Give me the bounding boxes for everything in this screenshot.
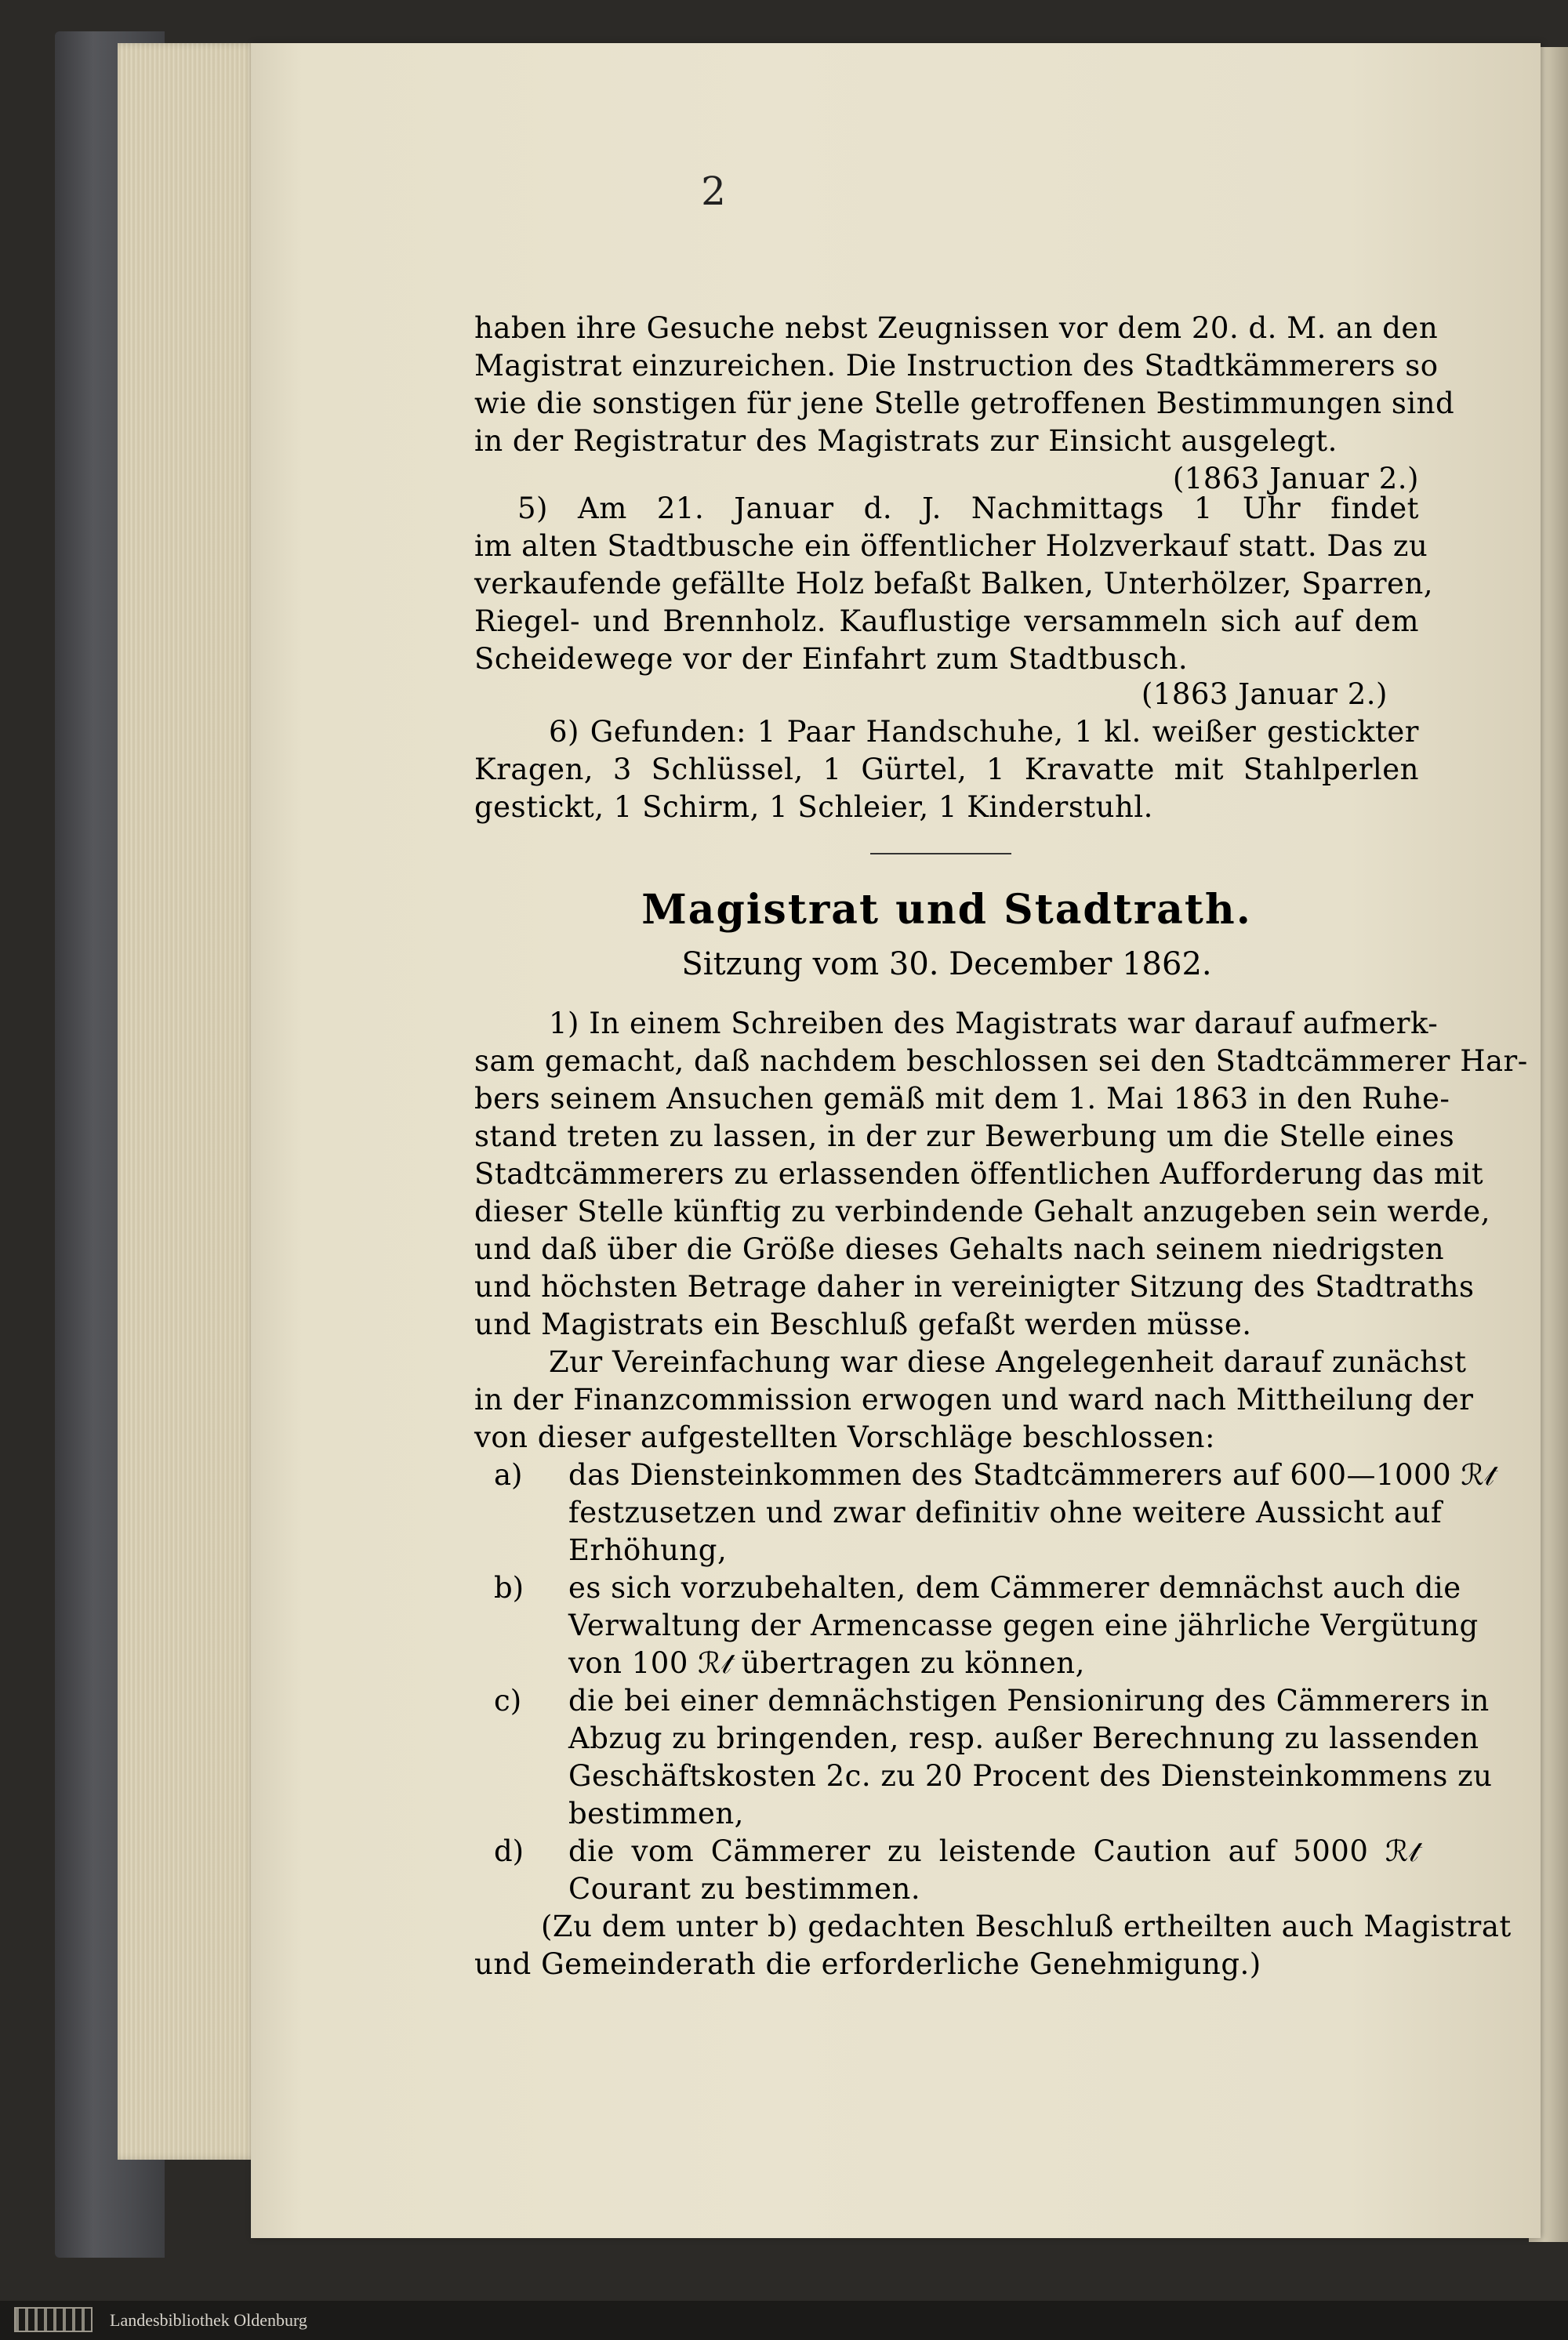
text-line: im alten Stadtbusche ein öffentlicher Holzverkauf statt. Das zu [474, 529, 1428, 563]
library-name: Landesbibliothek Oldenburg [110, 2310, 307, 2330]
text-line: Riegel- und Brennholz. Kauflustige versammeln sich auf dem [474, 604, 1419, 638]
list-item-line: bestimmen, [568, 1797, 744, 1830]
text-line: und Magistrats ein Beschluß gefaßt werden müsse. [474, 1308, 1252, 1341]
section-divider [870, 853, 1011, 854]
text-line: Kragen, 3 Schlüssel, 1 Gürtel, 1 Kravatte mit Stahlperlen [474, 753, 1419, 786]
list-item-line: die vom Cämmerer zu leistende Caution auf 5000 ℛ𝓉 [568, 1834, 1419, 1868]
list-item-line: Courant zu bestimmen. [568, 1872, 921, 1906]
list-item-label: c) [494, 1684, 522, 1718]
list-item-line: Geschäftskosten 2c. zu 20 Procent des Diensteinkommens zu [568, 1759, 1493, 1793]
list-item-label: d) [494, 1834, 524, 1868]
text-line: in der Finanzcommission erwogen und ward nach Mittheilung der [474, 1383, 1474, 1417]
text-line: und Gemeinderath die erforderliche Genehmigung.) [474, 1947, 1261, 1981]
text-line: 1) In einem Schreiben des Magistrats war darauf aufmerk- [549, 1007, 1439, 1040]
text-line: in der Registratur des Magistrats zur Einsicht ausgelegt. [474, 424, 1338, 458]
text-line: verkaufende gefällte Holz befaßt Balken, Unterhölzer, Sparren, [474, 567, 1434, 600]
list-item-line: Verwaltung der Armencasse gegen eine jährliche Vergütung [568, 1609, 1479, 1642]
library-footer [0, 2301, 1568, 2340]
list-item-line: Erhöhung, [568, 1533, 728, 1567]
text-line: 5) Am 21. Januar d. J. Nachmittags 1 Uhr findet [517, 492, 1419, 525]
list-item-label: a) [494, 1458, 523, 1492]
text-line: Zur Vereinfachung war diese Angelegenheit darauf zunächst [549, 1345, 1467, 1379]
text-line: dieser Stelle künftig zu verbindende Gehalt anzugeben sein werde, [474, 1195, 1490, 1228]
text-line: Stadtcämmerers zu erlassenden öffentlichen Aufforderung das mit [474, 1157, 1484, 1191]
page-number: 2 [701, 169, 726, 214]
text-line: Scheidewege vor der Einfahrt zum Stadtbusch. [474, 642, 1189, 676]
text-line: bers seinem Ansuchen gemäß mit dem 1. Mai 1863 in den Ruhe- [474, 1082, 1450, 1116]
text-line: und höchsten Betrage daher in vereinigter Sitzung des Stadtraths [474, 1270, 1475, 1304]
text-line: und daß über die Größe dieses Gehalts nach seinem niedrigsten [474, 1232, 1445, 1266]
list-item-line: die bei einer demnächstigen Pensionirung des Cämmerers in [568, 1684, 1490, 1718]
section-subheading: Sitzung vom 30. December 1862. [681, 946, 1212, 982]
text-line: sam gemacht, daß nachdem beschlossen sei den Stadtcämmerer Har- [474, 1044, 1528, 1078]
library-logo-icon [14, 2307, 93, 2332]
text-line: gestickt, 1 Schirm, 1 Schleier, 1 Kinderstuhl. [474, 790, 1153, 824]
list-item-line: von 100 ℛ𝓉 übertragen zu können, [568, 1646, 1085, 1680]
list-item-line: festzusetzen und zwar definitiv ohne weitere Aussicht auf [568, 1496, 1443, 1529]
text-line: stand treten zu lassen, in der zur Bewerbung um die Stelle eines [474, 1119, 1455, 1153]
list-item-line: das Diensteinkommen des Stadtcämmerers auf 600—1000 ℛ𝓉 [568, 1458, 1495, 1492]
list-item-label: b) [494, 1571, 524, 1605]
list-item-line: es sich vorzubehalten, dem Cämmerer demnächst auch die [568, 1571, 1461, 1605]
text-line: (Zu dem unter b) gedachten Beschluß ertheilten auch Magistrat [541, 1910, 1512, 1943]
text-line: Magistrat einzureichen. Die Instruction des Stadtkämmerers so [474, 349, 1439, 383]
text-line: haben ihre Gesuche nebst Zeugnissen vor dem 20. d. M. an den [474, 311, 1439, 345]
section-heading: Magistrat und Stadtrath. [641, 886, 1252, 934]
text-line: 6) Gefunden: 1 Paar Handschuhe, 1 kl. weißer gestickter [549, 715, 1419, 749]
list-item-line: Abzug zu bringenden, resp. außer Berechnung zu lassenden [568, 1721, 1479, 1755]
text-line: wie die sonstigen für jene Stelle getroffenen Bestimmungen sind [474, 386, 1455, 420]
date-line: (1863 Januar 2.) [1141, 677, 1388, 711]
date-line: (1863 Januar 2.) [1172, 462, 1419, 495]
text-line: von dieser aufgestellten Vorschläge beschlossen: [474, 1420, 1215, 1454]
page-edges [118, 43, 259, 2160]
